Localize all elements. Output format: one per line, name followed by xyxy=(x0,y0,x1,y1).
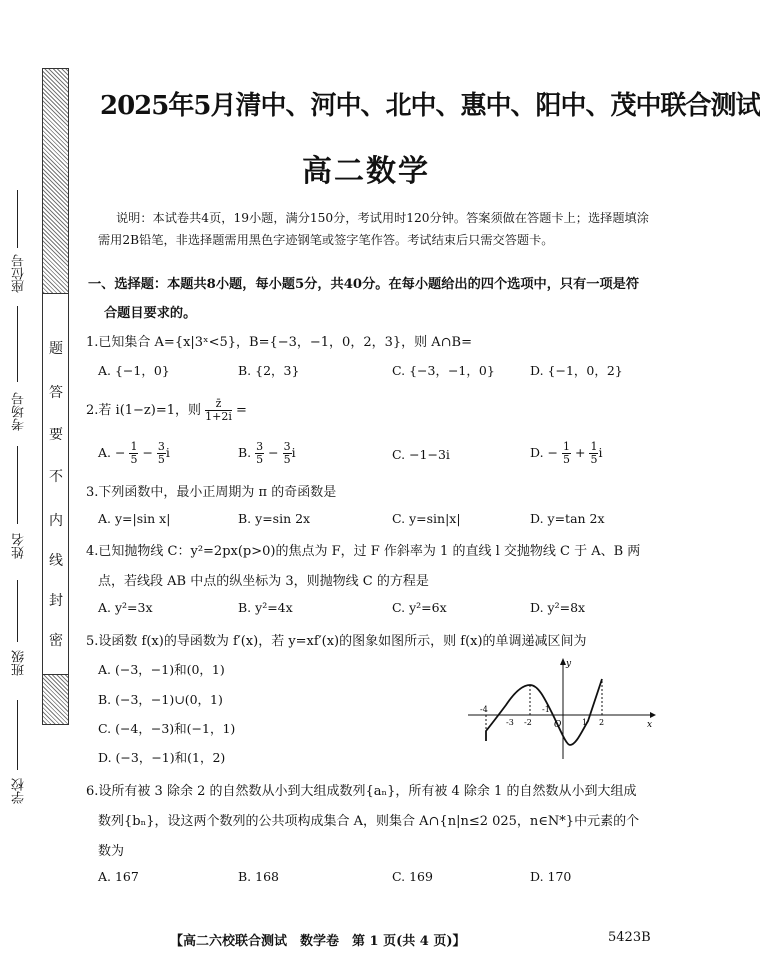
question-4-option-a: A. y²=3x xyxy=(98,600,153,615)
exam-instructions: 说明：本试卷共4页，19小题，满分150分，考试用时120分钟。答案须做在答题卡上；选择题填涂需用2B铅笔，非选择题需用黑色字迹钢笔或签字笔作答。考试结束后只需交答题卡。 xyxy=(98,211,649,247)
question-4-stem-cont: 点，若线段 AB 中点的纵坐标为 3，则抛物线 C 的方程是 xyxy=(98,574,429,589)
question-6-stem-cont: 数列{bₙ}，设这两个数列的公共项构成集合 A，则集合 A∩{n|n≤2 025，n∈N*}中元素的个 xyxy=(98,814,640,829)
seal-char: 密 xyxy=(49,633,63,649)
question-6-stem: 6.设所有被 3 除余 2 的自然数从小到大组成数列{aₙ}，所有被 4 除余 1 的自然数从小到大组成 xyxy=(86,784,637,799)
label-room-number: 考场号 xyxy=(12,392,27,431)
question-3-option-a: A. y=|sin x| xyxy=(98,511,171,526)
paper-code: 5423B xyxy=(608,930,651,945)
option-sign: − xyxy=(115,445,126,460)
question-1-option-d: D. {−1，0，2} xyxy=(530,363,623,378)
option-operator: + xyxy=(575,445,586,460)
question-4-option-b: B. y²=4x xyxy=(238,600,293,615)
seal-char: 线 xyxy=(49,553,63,569)
question-2-option-a xyxy=(98,441,170,466)
question-4-option-d: D. y²=8x xyxy=(530,600,586,615)
fill-line xyxy=(17,700,18,770)
option-fraction xyxy=(283,441,292,466)
tick-label: 1 xyxy=(582,718,588,727)
tick-label: -2 xyxy=(524,718,532,727)
tick-label: -1 xyxy=(542,705,550,714)
option-tail: i xyxy=(165,445,170,460)
option-label: C. xyxy=(392,447,406,462)
question-5-option-d: D. (−3，−1)和(1，2) xyxy=(98,750,226,765)
fraction-numerator: z̄ xyxy=(205,398,232,411)
seal-char: 题 xyxy=(49,341,63,357)
question-4-option-c: C. y²=6x xyxy=(392,600,447,615)
frac-num: 1 xyxy=(590,440,598,453)
frac-den: 5 xyxy=(283,453,291,466)
seal-char: 内 xyxy=(49,513,63,529)
option-fraction xyxy=(129,441,138,466)
question-6-option-a: A. 167 xyxy=(98,869,139,884)
frac-den: 5 xyxy=(563,453,571,466)
question-3-option-c: C. y=sin|x| xyxy=(392,511,461,526)
label-seat-number: 座位号 xyxy=(12,254,27,293)
frac-den: 5 xyxy=(256,453,264,466)
origin-label: O xyxy=(554,720,562,730)
question-2-stem-post: = xyxy=(236,403,247,418)
option-tail: i xyxy=(291,445,296,460)
question-2-fraction xyxy=(205,398,232,423)
option-label: B. xyxy=(238,445,252,460)
exam-title: 2025年5月清中、河中、北中、惠中、阳中、茂中联合测试 xyxy=(100,91,760,121)
section-heading-cont: 合题目要求的。 xyxy=(104,306,197,321)
frac-num: 3 xyxy=(256,440,264,453)
option-tail: i xyxy=(598,445,603,460)
question-2-option-b xyxy=(238,441,296,466)
label-school: 学校 xyxy=(12,778,27,804)
question-1-option-b: B. {2，3} xyxy=(238,363,300,378)
fill-line xyxy=(17,306,18,382)
option-label: D. xyxy=(530,445,544,460)
frac-num: 1 xyxy=(130,440,138,453)
fill-line xyxy=(17,190,18,248)
option-fraction xyxy=(157,441,166,466)
question-2-option-d xyxy=(530,441,602,466)
question-3-option-b: B. y=sin 2x xyxy=(238,511,311,526)
option-text: −1−3i xyxy=(409,447,450,462)
tick-label: -4 xyxy=(480,705,488,714)
option-label: A. xyxy=(98,445,112,460)
frac-num: 1 xyxy=(563,440,571,453)
frac-den: 5 xyxy=(157,453,165,466)
frac-den: 5 xyxy=(130,453,138,466)
tick-label: -3 xyxy=(506,718,514,727)
option-operator: − xyxy=(268,445,279,460)
axis-label-x: x xyxy=(647,720,653,730)
question-5-stem: 5.设函数 f(x)的导函数为 f′(x)，若 y=xf′(x)的图象如图所示，则 f(x)的单调递减区间为 xyxy=(86,634,587,649)
question-6-option-d: D. 170 xyxy=(530,869,572,884)
frac-num: 3 xyxy=(157,440,165,453)
question-5-option-a: A. (−3，−1)和(0，1) xyxy=(98,662,225,677)
fraction-denominator: 1+2i xyxy=(205,410,232,423)
question-2-stem-pre: 2.若 i(1−z)=1，则 xyxy=(86,403,202,418)
seal-char: 封 xyxy=(49,593,63,609)
question-5-option-b: B. (−3，−1)∪(0，1) xyxy=(98,692,223,707)
question-2-stem xyxy=(86,398,247,423)
question-5-option-c: C. (−4，−3)和(−1，1) xyxy=(98,721,236,736)
label-name: 姓名 xyxy=(12,533,27,559)
question-3-stem: 3.下列函数中，最小正周期为 π 的奇函数是 xyxy=(86,485,337,500)
question-3-option-d: D. y=tan 2x xyxy=(530,511,605,526)
label-class: 班级 xyxy=(12,650,27,676)
section-heading xyxy=(88,270,658,328)
exam-subject: 高二数学 xyxy=(302,154,430,189)
tick-label: 2 xyxy=(599,718,605,727)
seal-char: 答 xyxy=(49,385,63,401)
question-6-option-c: C. 169 xyxy=(392,869,433,884)
section-heading-line: 一、选择题：本题共8小题，每小题5分，共40分。在每小题给出的四个选项中，只有一项是符 xyxy=(88,277,640,292)
x-axis-arrow xyxy=(650,712,656,718)
page-footer: 【高二六校联合测试 数学卷 第 1 页(共 4 页)】 xyxy=(170,934,466,949)
question-1-stem: 1.已知集合 A={x|3ˣ<5}，B={−3，−1，0，2，3}，则 A∩B= xyxy=(86,335,473,350)
frac-den: 5 xyxy=(590,453,598,466)
question-6-option-b: B. 168 xyxy=(238,869,279,884)
fill-line xyxy=(17,446,18,524)
option-fraction xyxy=(255,441,264,466)
question-1-option-c: C. {−3，−1，0} xyxy=(392,363,495,378)
seal-char: 不 xyxy=(49,469,63,485)
derivative-graph xyxy=(468,655,656,763)
question-6-stem-cont2: 数为 xyxy=(98,844,125,859)
option-operator: − xyxy=(142,445,153,460)
question-4-stem: 4.已知抛物线 C：y²=2px(p>0)的焦点为 F，过 F 作斜率为 1 的直线 l 交抛物线 C 于 A、B 两 xyxy=(86,544,641,559)
axis-label-y: y xyxy=(566,659,572,669)
question-2-option-c xyxy=(392,447,450,462)
frac-num: 3 xyxy=(283,440,291,453)
option-fraction xyxy=(562,441,571,466)
fill-line xyxy=(17,580,18,642)
option-sign: − xyxy=(547,445,559,460)
question-1-option-a: A. {−1，0} xyxy=(98,363,170,378)
seal-char: 要 xyxy=(49,427,63,443)
